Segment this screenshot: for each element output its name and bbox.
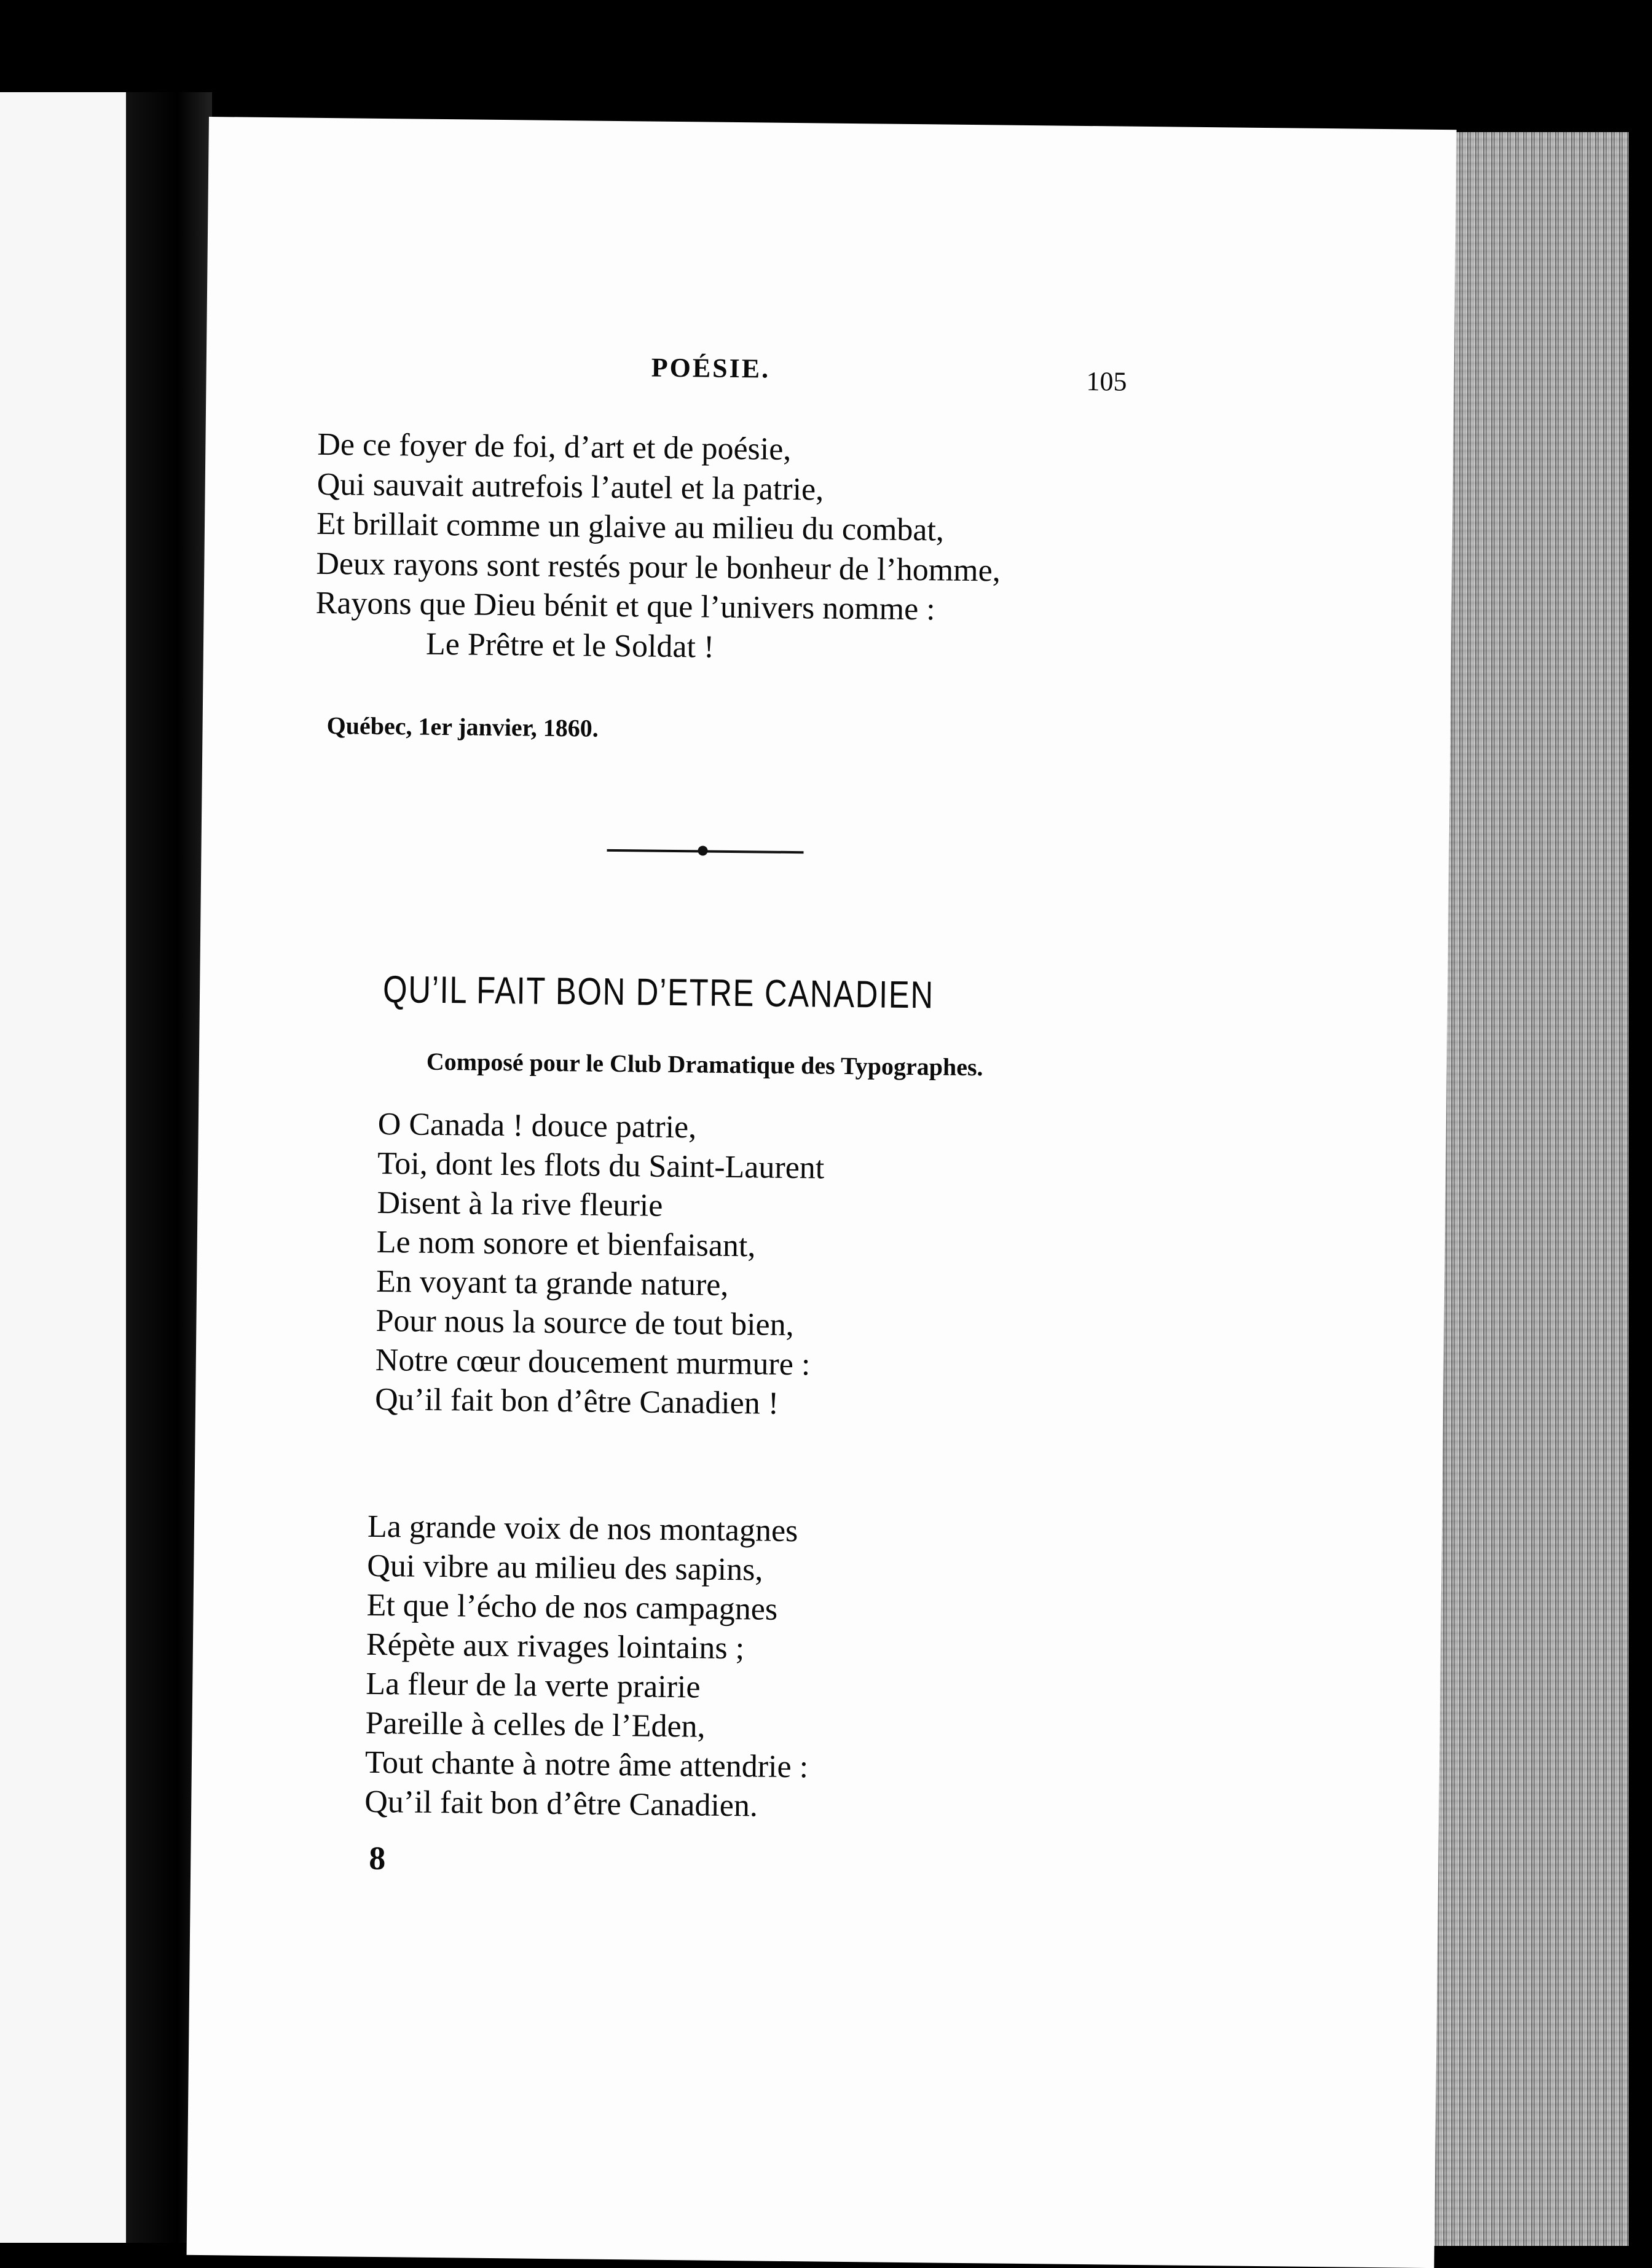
- book-page: [187, 117, 1457, 2268]
- poem-line: Qui sauvait autrefois l’autel et la patrie,: [317, 466, 824, 508]
- poem-line: Le Prêtre et le Soldat !: [425, 626, 715, 665]
- poem-stanza-closing: [315, 425, 1002, 670]
- song-line: Le nom sonore et bienfaisant,: [376, 1224, 756, 1264]
- song-line: Pour nous la source de tout bien,: [376, 1303, 794, 1343]
- song-line: En voyant ta grande nature,: [376, 1263, 729, 1303]
- poem-line: De ce foyer de foi, d’art et de poésie,: [317, 426, 792, 467]
- song-line: Qui vibre au milieu des sapins,: [367, 1548, 763, 1588]
- section-divider-dot: [698, 846, 707, 855]
- song-line: Tout chante à notre âme attendrie :: [364, 1744, 809, 1785]
- page-number: 105: [1086, 366, 1127, 397]
- song-line: Pareille à celles de l’Eden,: [365, 1705, 706, 1744]
- poem-dateline: Québec, 1er janvier, 1860.: [326, 712, 599, 742]
- song-stanza-2: [364, 1507, 811, 1827]
- song-line: Répète aux rivages lointains ;: [366, 1626, 745, 1666]
- running-head: POÉSIE.: [651, 352, 771, 384]
- left-page-edge: [0, 92, 126, 2243]
- poem-line: Rayons que Dieu bénit et que l’univers nomme :: [315, 585, 935, 627]
- song-line: Et que l’écho de nos campagnes: [366, 1587, 778, 1627]
- song-line: La grande voix de nos montagnes: [367, 1509, 798, 1549]
- song-line: La fleur de la verte prairie: [366, 1666, 701, 1705]
- page-block-edges: [1432, 132, 1629, 2246]
- song-stanza-1: [375, 1105, 825, 1424]
- song-line: Disent à la rive fleurie: [377, 1185, 663, 1223]
- signature-mark: 8: [369, 1839, 386, 1877]
- song-title: QU’IL FAIT BON D’ETRE CANADIEN: [382, 968, 935, 1017]
- poem-line: Deux rayons sont restés pour le bonheur de l’homme,: [316, 546, 1001, 589]
- song-line: O Canada ! douce patrie,: [377, 1106, 697, 1145]
- poem-line: Et brillait comme un glaive au milieu du combat,: [316, 506, 945, 548]
- song-line: Qu’il fait bon d’être Canadien !: [374, 1381, 779, 1421]
- song-line: Notre cœur doucement murmure :: [375, 1342, 811, 1383]
- song-subtitle: Composé pour le Club Dramatique des Typographes.: [426, 1047, 983, 1081]
- song-line: Qu’il fait bon d’être Canadien.: [364, 1784, 758, 1824]
- song-line: Toi, dont les flots du Saint-Laurent: [377, 1145, 825, 1186]
